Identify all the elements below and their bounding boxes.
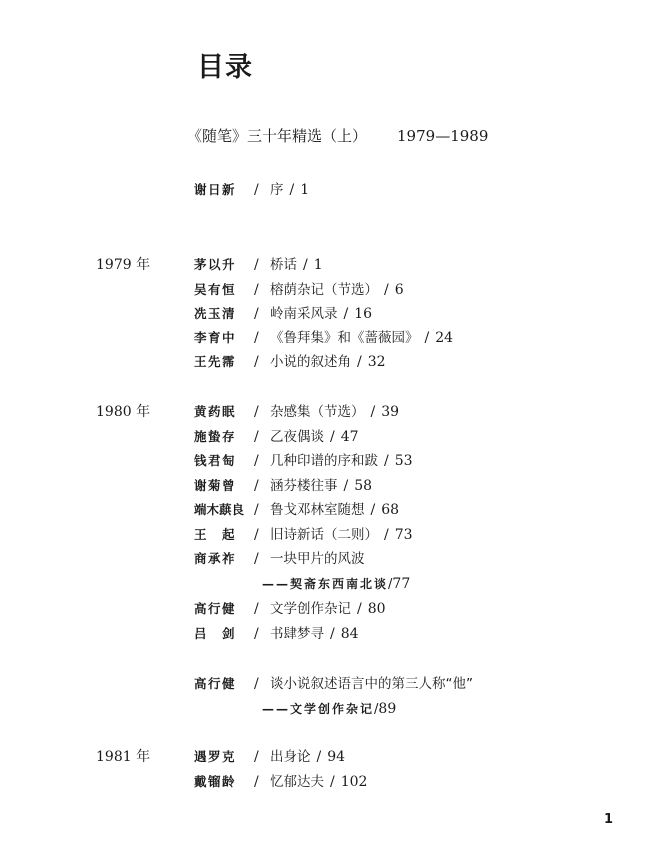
entry-title: 忆郁达夫 <box>270 774 324 790</box>
entry-author: 商承祚 <box>194 551 237 566</box>
entry-author: 李育中 <box>194 330 237 345</box>
entry-page-number: 58 <box>354 478 373 494</box>
entry-separator: / <box>254 354 259 370</box>
entry-separator: / <box>254 527 259 543</box>
entry-page-number: 102 <box>340 774 368 790</box>
entry-page-number: 73 <box>394 527 413 543</box>
entry-title: 涵芬楼往事 <box>270 478 338 494</box>
entry-page-number: 53 <box>394 453 413 469</box>
entry-subtitle: ——文学创作杂记 <box>262 702 375 716</box>
toc-entry[interactable] <box>194 305 372 323</box>
entry-separator: / <box>330 429 335 445</box>
entry-page-number: 32 <box>367 354 386 370</box>
toc-entry[interactable] <box>194 748 345 766</box>
entry-separator: / <box>357 354 362 370</box>
toc-entry[interactable] <box>194 501 399 519</box>
entry-separator: / <box>254 749 259 765</box>
toc-entry-preface[interactable] <box>194 181 309 199</box>
entry-separator: / <box>254 453 259 469</box>
entry-separator: / <box>357 601 362 617</box>
entry-separator: / <box>254 774 259 790</box>
toc-entry[interactable] <box>194 477 372 495</box>
entry-separator: / <box>254 626 259 642</box>
year-label-1979: 1979 年 <box>96 257 151 273</box>
year-label-1980: 1980 年 <box>96 404 151 420</box>
entry-page-number: 47 <box>340 429 359 445</box>
entry-author: 谢菊曾 <box>194 478 237 493</box>
entry-author: 王 起 <box>194 527 237 542</box>
entry-title: 乙夜偶谈 <box>270 429 324 445</box>
entry-subtitle: ——契斋东西南北谈 <box>262 577 389 591</box>
entry-page-number: 1 <box>300 182 310 198</box>
entry-author: 施蛰存 <box>194 429 237 444</box>
entry-separator: / <box>384 527 389 543</box>
entry-page-number: 77 <box>392 576 411 592</box>
entry-author: 吴有恒 <box>194 282 237 297</box>
entry-title: 旧诗新话（二则） <box>270 527 378 543</box>
entry-author: 遇罗克 <box>194 749 237 764</box>
toc-entry[interactable] <box>194 256 323 274</box>
entry-page-number: 84 <box>340 626 359 642</box>
toc-entry[interactable] <box>194 550 365 568</box>
entry-author: 黄药眠 <box>194 404 237 419</box>
entry-title: 《鲁拜集》和《蔷薇园》 <box>270 330 419 346</box>
entry-page-number: 16 <box>354 306 373 322</box>
page-title: 目录 <box>197 52 253 83</box>
entry-author: 谢日新 <box>194 182 237 197</box>
entry-separator: / <box>254 282 259 298</box>
entry-author: 高行健 <box>194 676 237 691</box>
entry-author: 茅以升 <box>194 257 237 272</box>
entry-separator: / <box>316 749 322 765</box>
toc-entry[interactable] <box>194 281 404 299</box>
entry-separator: / <box>388 577 393 592</box>
entry-page-number: 39 <box>381 404 400 420</box>
entry-author: 戴镏龄 <box>194 774 237 789</box>
entry-page-number: 89 <box>378 701 397 717</box>
entry-separator: / <box>254 478 259 494</box>
entry-separator: / <box>254 429 259 445</box>
entry-author: 吕 剑 <box>194 626 237 641</box>
toc-entry[interactable] <box>194 773 367 791</box>
toc-entry[interactable] <box>194 600 386 618</box>
toc-entry[interactable] <box>194 329 453 347</box>
entry-separator: / <box>254 404 259 420</box>
entry-separator: / <box>289 182 295 198</box>
entry-separator: / <box>330 626 335 642</box>
entry-title: 文学创作杂记 <box>270 601 351 617</box>
entry-title: 岭南采风录 <box>270 306 338 322</box>
entry-separator: / <box>343 306 349 322</box>
toc-entry[interactable] <box>194 353 386 371</box>
entry-page-number: 80 <box>367 601 386 617</box>
entry-author: 冼玉清 <box>194 306 237 321</box>
toc-entry-subtitle <box>262 575 410 594</box>
entry-page-number: 1 <box>313 257 323 273</box>
entry-title: 几种印谱的序和跋 <box>270 453 378 469</box>
entry-page-number: 6 <box>394 282 404 298</box>
entry-separator: / <box>384 453 389 469</box>
entry-separator: / <box>254 502 259 518</box>
toc-entry-subtitle <box>262 700 396 719</box>
toc-entry[interactable] <box>194 403 399 421</box>
entry-separator: / <box>254 330 259 346</box>
entry-separator: / <box>254 551 259 567</box>
entry-title: 书肆梦寻 <box>270 626 324 642</box>
entry-title: 榕荫杂记（节选） <box>270 282 378 298</box>
entry-separator: / <box>254 306 259 322</box>
entry-author: 钱君匋 <box>194 453 237 468</box>
entry-separator: / <box>374 702 379 717</box>
toc-entry[interactable] <box>194 428 359 446</box>
entry-title: 桥话 <box>270 257 297 273</box>
book-subtitle <box>187 126 488 146</box>
entry-page-number: 94 <box>327 749 346 765</box>
entry-author: 端木蕻良 <box>194 502 245 517</box>
entry-separator: / <box>370 404 376 420</box>
toc-entry[interactable] <box>194 675 473 693</box>
entry-title: 出身论 <box>270 749 311 765</box>
book-subtitle-text: 《随笔》三十年精选（上） <box>187 127 368 145</box>
toc-entry[interactable] <box>194 452 413 470</box>
toc-entry[interactable] <box>194 526 413 544</box>
entry-separator: / <box>254 257 259 273</box>
toc-entry[interactable] <box>194 625 359 643</box>
entry-title: 小说的叙述角 <box>270 354 351 370</box>
entry-separator: / <box>303 257 308 273</box>
entry-separator: / <box>343 478 349 494</box>
entry-author: 高行健 <box>194 601 237 616</box>
entry-title: 鲁戈邓林室随想 <box>270 502 365 518</box>
entry-page-number: 68 <box>381 502 400 518</box>
entry-separator: / <box>384 282 389 298</box>
entry-separator: / <box>424 330 430 346</box>
entry-title: 谈小说叙述语言中的第三人称“他” <box>270 676 473 692</box>
entry-title: 序 <box>270 182 284 198</box>
book-subtitle-years: 1979—1989 <box>397 127 489 145</box>
year-label-1981: 1981 年 <box>96 749 151 765</box>
entry-separator: / <box>254 676 259 692</box>
page-number: 1 <box>604 812 614 827</box>
entry-separator: / <box>254 182 259 198</box>
entry-separator: / <box>254 601 259 617</box>
entry-separator: / <box>330 774 335 790</box>
entry-page-number: 24 <box>435 330 454 346</box>
entry-title: 杂感集（节选） <box>270 404 365 420</box>
entry-author: 王先霈 <box>194 354 237 369</box>
entry-title: 一块甲片的风波 <box>270 551 365 567</box>
entry-separator: / <box>370 502 376 518</box>
